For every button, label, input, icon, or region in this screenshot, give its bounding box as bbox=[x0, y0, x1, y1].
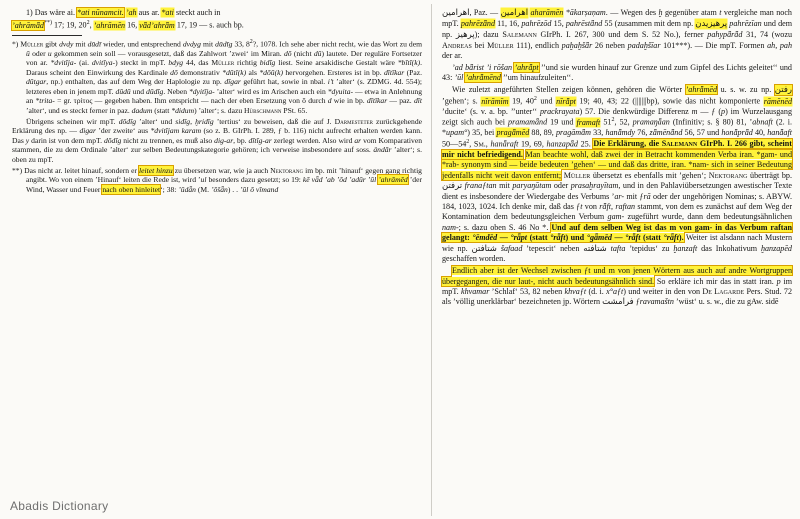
highlight-raftan-arabic: رفتن bbox=[774, 85, 792, 96]
highlight-parhizidan: پرهيزيدن bbox=[695, 18, 728, 29]
highlight-ati: *ati bbox=[161, 8, 174, 17]
highlight-nirapt: nīrǟpt bbox=[556, 96, 576, 106]
highlight-pragamed: pragǟmēd bbox=[496, 128, 530, 138]
highlight-leitet-hinzu: leitet hinzu bbox=[139, 165, 173, 175]
highlight-ahramed: ’ahrāmēd bbox=[378, 175, 408, 185]
highlight-niramim: nīrāmīm bbox=[481, 96, 509, 106]
highlight-ah: ’ah bbox=[125, 8, 137, 17]
highlight-nach-oben-hinleitet: nach oben hinleitet bbox=[102, 184, 161, 194]
highlight-erklaerung-salemann: Die Erklärung, die Salemann GIrPh. I. 266 gibt, scheint mir nicht befriedigend. bbox=[442, 139, 792, 159]
footnote-rule bbox=[12, 35, 82, 36]
paragraph-right-4: Endlich aber ist der Wechsel zwischen ƒt und m von jenen Wörtern aus auch auf andre Wortgruppen übergegangen, die nur laut-, nicht auch bedeutungsähnlich sind. So erkläre ich mir das in statt iran. p im mpT. khvamar ’Schlaf‘ 53, 82 neben khvaƒt (d. i. x°aƒt) und weiter in den von De Lagarde Pers. Stud. 72 als ’völlig unerklärbar‘ bezeichneten jp. Wörtern فرامشت ƒravamaštn ’wüst‘ u. s. w., die zu gAw. sidē bbox=[442, 266, 793, 308]
left-text-column bbox=[0, 0, 432, 202]
watermark-label: Abadis Dictionary bbox=[10, 499, 109, 513]
highlight-ahramad: ’ahrāmǟd bbox=[12, 20, 44, 30]
highlight-ahramend: ’ahrǟmēnd bbox=[465, 73, 501, 83]
highlight-framaft: framaft bbox=[576, 118, 601, 128]
footnote-double-asterisk: **) Das nicht ar. leitet hinauf, sondern er leitet hinzu zu übersetzen war, wie ja auch Nektorang im bp. mit ’hinauf‘ gegen gang richtig angibt. Wo von einem ’Hinauf‘ leiten die Rede ist, wird ’ul besonders dazu gesetzt; so 19: kē vǟd ’ab ’ōd ’adūr ’ūl ’ahrāmēd ’der Wind, Wasser und Feuer nach oben hinleitet‘; 38: ’ūdǟn (M. ’ōšǟn) . . ’ūl ō vīmand bbox=[12, 165, 422, 194]
paragraph-numbered-note: 1) Das wäre ai. *ati nūnamcit. ’ah aus ar. *ati steckt auch in bbox=[26, 8, 221, 17]
highlight-aharamen-arabic: اهرامين bbox=[500, 8, 529, 18]
footnote-paragraph-uebrigens: Übrigens scheinen wir mpT. dōdīg ’alter‘ und sidīg, ḫridīg ’tertius‘ zu beweisen, daß die auf J. Darmesteter zurückgehende Erklärung des np. — digar ’der zweite‘ aus *dvitījam karam (so z. B. GIrPh. I. 289, ƒ b. 116) nicht aufrecht erhalten werden kann. Das y darin ist von dem mpT. dōdīg nicht zu trennen, es muß also dig-ar, bp. dītīg-ar zerlegt werden. Also wird ar vom Komparativen stammen, die zu dem Ordinale ’alter‘ zur selben Bedeutungskategorie gehören; ich verweise insbesondere auf soss. ändār ’alter‘; s. oben zu mpT. bbox=[12, 116, 423, 164]
paragraph-right-2: ’ad bǟrist ’i rōšan ’ahrǟpt ’’und sie wurden hinauf zur Grenze und zum Gipfel des Lichts geleitet‘‘ und 43: ’ūl ’ahrǟmēnd ’’um hinaufzuleiten‘‘. bbox=[442, 62, 792, 83]
highlight-ahrapt: ’ahrǟpt bbox=[514, 62, 539, 72]
highlight-auf-dem-selben-weg: Und auf dem selben Weg ist das m von gam- in das Verbum raftan gelangt: °ēmdēd — °rǟpt (statt °rǟft) und °gǟmēd — °rǟft (statt °rǟft). bbox=[442, 222, 793, 243]
highlight-man-beachte-wohl: Man beachte wohl, daß zwei der in Betracht kommenden Verba iran. *gam- und *rab- synonym sind — beide bedeuten ’gehen‘ — und daß das dritte, iran. *nam- sich in seiner Bedeutung jedenfalls nicht weit davon entfernt; bbox=[442, 149, 792, 180]
paragraph-right-1: اهرامين, Paz. — اهرامين aharāmēn *ākarṣaṇam. — Wegen des ḫ gegenüber atam t vergleiche man noch mpT. pahrēzǟnd 11, 16, pahrēzōd 15, pahrēstǟnd 55 (zusammen mit dem np. پرهيزيدن pahrēzīan und dem np. پرهيز); dazu Salemann GIrPh. I. 267, 300 und dem S. 52 No.), ferner pahypǟrǟd 31, 74 (wozu Andreas bei Müller 111), endlich paḫaḫšǟr 26 neben padaḫšīar 101***). — Die mpT. Formen ah, pah der ar. bbox=[442, 8, 793, 60]
highlight-ramened: rāmēnēd bbox=[763, 96, 793, 106]
highlight-ahramen: ’ahrāmēn bbox=[93, 20, 126, 30]
paragraph-right-3: Wie zuletzt angeführten Stellen zeigen können, gehören die Wörter ’ahrǟmēd u. s. w. zu np. رفتن ’gehen‘; s. nīrāmīm 19, $40^2$ und nīrǟpt 19; 40, 43; 22 (|||||||bp), sowie das nicht komponierte rāmēnēd ’ducite‘ (s. v. a. bp. ’’unter‘‘ prackrayata) 57. Die denkwürdige Differenz m — ƒ (p) im Wurzelausgang zeigt sich auch bei pramamǟnd 19 und framaft $51^2$, 52, pramaŋǟan (Infinitiv; s. § 80) 81, ’abnaft (2. i. *upam°) 35, bei pragǟmēd 88, 89, pragāmǟm 33, hanǟmdy 76, zǟmēnǟnd 56, 57 und honǟprǟd 40, hanǟaft $50—54^2$, Sm., hanǟraft 19, 69, hanzapǟd 25. Die Erklärung, die Salemann GIrPh. I. 266 gibt, scheint mir nicht befriedigend. Man beachte wohl, daß zwei der in Betracht kommenden Verba iran. *gam- und *rab- synonym sind — beide bedeuten ’gehen‘ — und daß das dritte, iran. *nam- sich in seiner Bedeutung jedenfalls nicht weit davon entfernt; Müller übersetzt es ebenfalls mit ’gehen‘; Nektorang überträgt bp. ترفتن franaƒtan mit paryaŋūtam oder prasaḫrayītam, und in den Pahlaviübersetzungen awestischer Texte dient es insbesondere der Wiedergabe des Verbums ’ar- mit ƒrā oder der ungehörigen Nominas; s. ABYW. 184, 1023, 1024. Ich denke mir, daß das ƒt von rǟft, raftan stammt, von dem es zunächst auf dem Weg der Kontamination dem bedeutungsgleichen Verbum gam- zugeführt wurde, dann dem bedeutungsähnlichen nam-; s. dazu oben S. 46 No *. Und auf dem selben Weg ist das m von gam- in das Verbum raftan gelangt: °ēmdēd — °rǟpt (statt °rǟft) und °gǟmēd — °rǟft (statt °rǟft). Weiter ist alsdann nach Mustern wie np. شتافتن šafaad ’tepescit‘ neben شتافته tafta ’tepidus‘ zu ḫanzaft das Inkohativum ḫanzapēd geschaffen worden. bbox=[442, 85, 793, 264]
right-text-column bbox=[434, 0, 800, 316]
paragraph-numbered-note-cont: ’ahrāmǟd**) 17; 19, $20^2$, ’ahrāmēn 16, vǟd’ahrǟm 17, 19 — s. auch bp. bbox=[12, 19, 244, 30]
footnote-single-asterisk: *) Müller gibt dvdy mit dūdī wieder, und entsprechend dvdyg mit dūdīg 33, $8^2$?, 1078. Ich sehe aber nicht recht, wie das Wort zu dem ū oder u gekommen sein soll — vorausgesetzt, daß das Zahlwort ’zwei‘ im Miran. dō (nicht dū) lautete. Der reguläre Fortsetzer von ar. *dvitīja- (ai. dvitīya-) steckt in mpT. bdyg 44, das Müller richtig bidīg liest. Seine arsakidische Gestalt wäre *bītī(k). Daraus scheint den Einwirkung des Kardinale dō demonstrativ *dūtī(k) als *dōū(k) hervorgehen. Ersteres ist in bp. dītīkar (Paz. dūtgar, np.) enthalten, das auf dem Weg der Haplologie zu np. dīgar geführt hat, sowie in nbal. i’t ’alter‘ (s. ZDMG. 4d. 554); letzteres eben in jenem mpT. dūdū und dūdīg. Neben *dyitīja- ’alter‘ wird es im Arischen auch ein *dyuita- — etwa in Anlehnung an *trita- = gr. τρίτος — gegeben haben. Ihm entspricht — nach der eben Ersetzung von ō durch d wie in bp. dītīkar — paz. dīt ’alter‘, und es steckt ferner in paz. dadum (statt *didum) ’alter‘; s. dazu Hübschmann PSt. 65. bbox=[12, 38, 423, 115]
highlight-endlich-aber: Endlich aber ist der Wechsel zwischen ƒt und m von jenen Wörtern aus auch auf andre Wortgruppen übergegangen, die nur laut-, nicht auch bedeutungsähnlich sind. bbox=[442, 266, 792, 286]
highlight-ahramed-right: ’ahrǟmēd bbox=[685, 85, 718, 95]
highlight-ati-nunamcit: *ati nūnamcit. bbox=[77, 8, 124, 17]
highlight-vad-ahram: vǟd’ahrǟm bbox=[139, 20, 175, 30]
highlight-pahrezand: pahrēzǟnd bbox=[460, 18, 496, 28]
highlight-aharamen: aharāmēn bbox=[530, 8, 564, 17]
